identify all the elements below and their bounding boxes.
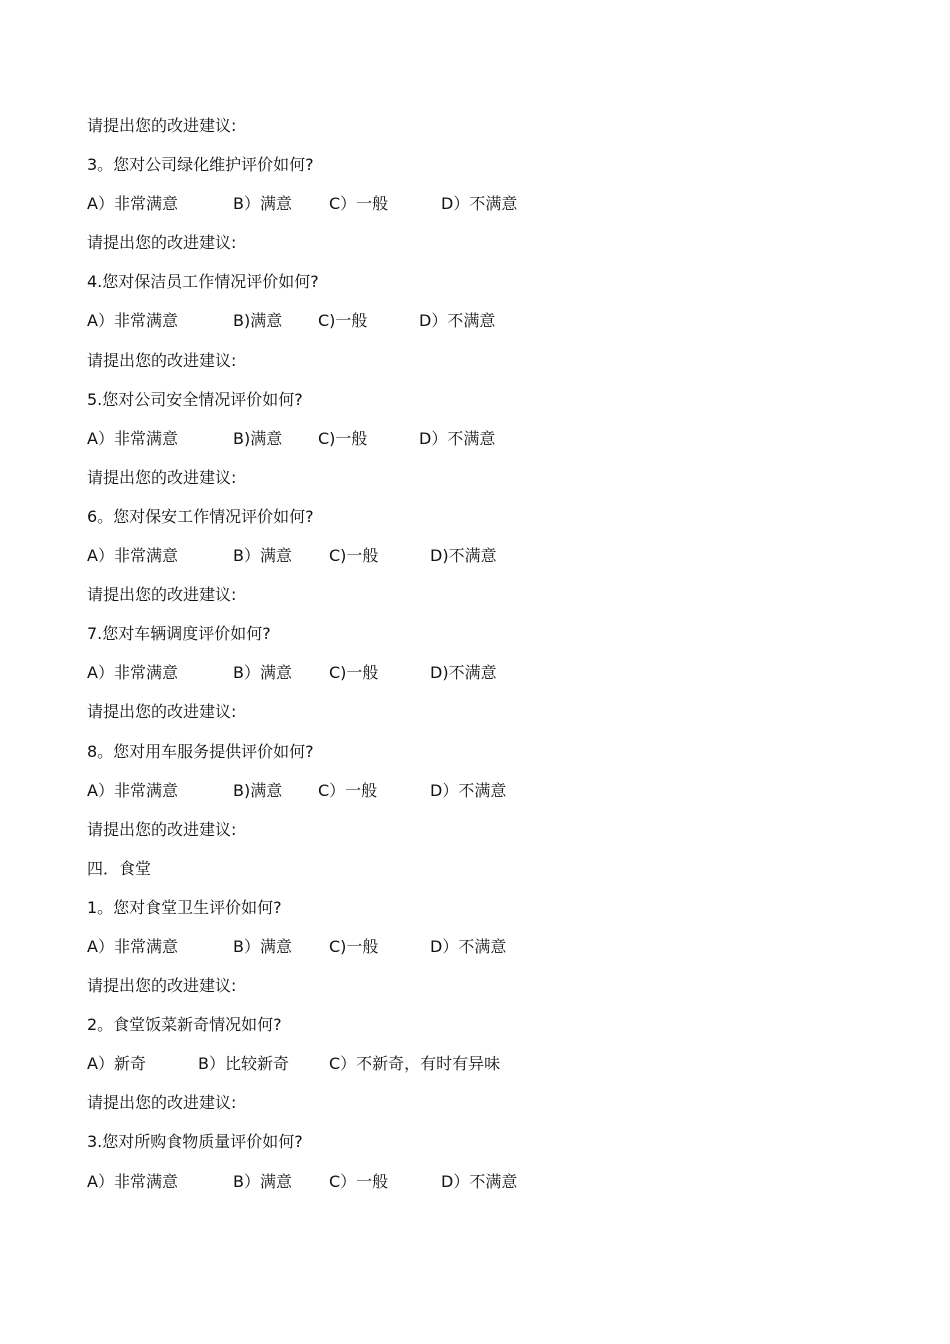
question-title: 2。食堂饭菜新奇情况如何? [87, 1015, 282, 1035]
option-a[interactable]: A）非常满意 [87, 311, 178, 331]
question-title: 7.您对车辆调度评价如何? [87, 624, 271, 644]
option-a[interactable]: A）非常满意 [87, 1171, 178, 1191]
option-b[interactable]: B）满意 [233, 546, 292, 566]
option-c[interactable]: C）一般 [329, 194, 389, 214]
question-title: 5.您对公司安全情况评价如何? [87, 389, 303, 409]
option-c[interactable]: C)一般 [318, 311, 368, 331]
option-d[interactable]: D）不满意 [430, 780, 507, 800]
option-c[interactable]: C)一般 [329, 546, 379, 566]
option-c[interactable]: C）不新奇，有时有异味 [329, 1054, 501, 1074]
option-d[interactable]: D）不满意 [419, 311, 496, 331]
option-c[interactable]: C）一般 [329, 1171, 389, 1191]
option-b[interactable]: B）比较新奇 [198, 1054, 289, 1074]
option-b[interactable]: B)满意 [233, 428, 283, 448]
answer-options [87, 308, 867, 347]
option-d[interactable]: D)不满意 [430, 546, 497, 566]
option-b[interactable]: B）满意 [233, 194, 292, 214]
section-heading: 四．食堂 [87, 858, 152, 878]
option-c[interactable]: C)一般 [318, 428, 368, 448]
option-b[interactable]: B)满意 [233, 780, 283, 800]
option-a[interactable]: A）非常满意 [87, 546, 178, 566]
option-a[interactable]: A）新奇 [87, 1054, 146, 1074]
option-b[interactable]: B）满意 [233, 663, 292, 683]
option-d[interactable]: D）不满意 [441, 1171, 518, 1191]
answer-options [87, 543, 867, 582]
question-title: 1。您对食堂卫生评价如何? [87, 897, 282, 917]
answer-options [87, 1051, 867, 1090]
question-title: 3.您对所购食物质量评价如何? [87, 1132, 303, 1152]
suggestion-prompt: 请提出您的改进建议: [87, 702, 237, 722]
option-b[interactable]: B）满意 [233, 1171, 292, 1191]
suggestion-prompt: 请提出您的改进建议: [87, 350, 237, 370]
option-a[interactable]: A）非常满意 [87, 428, 178, 448]
option-c[interactable]: C)一般 [329, 663, 379, 683]
answer-options [87, 778, 867, 817]
question-title: 6。您对保安工作情况评价如何? [87, 506, 314, 526]
survey-content [87, 113, 867, 1208]
suggestion-prompt: 请提出您的改进建议: [87, 467, 237, 487]
option-d[interactable]: D）不满意 [419, 428, 496, 448]
option-a[interactable]: A）非常满意 [87, 663, 178, 683]
answer-options [87, 934, 867, 973]
question-title: 8。您对用车服务提供评价如何? [87, 741, 314, 761]
suggestion-prompt: 请提出您的改进建议: [87, 233, 237, 253]
option-b[interactable]: B）满意 [233, 936, 292, 956]
option-c[interactable]: C)一般 [329, 936, 379, 956]
option-d[interactable]: D)不满意 [430, 663, 497, 683]
question-title: 3。您对公司绿化维护评价如何? [87, 155, 314, 175]
option-d[interactable]: D）不满意 [430, 936, 507, 956]
suggestion-prompt: 请提出您的改进建议: [87, 1093, 237, 1113]
question-title: 4.您对保洁员工作情况评价如何? [87, 272, 319, 292]
answer-options [87, 660, 867, 699]
answer-options [87, 426, 867, 465]
option-a[interactable]: A）非常满意 [87, 936, 178, 956]
option-b[interactable]: B)满意 [233, 311, 283, 331]
answer-options [87, 1169, 867, 1208]
option-a[interactable]: A）非常满意 [87, 780, 178, 800]
option-c[interactable]: C）一般 [318, 780, 378, 800]
suggestion-prompt: 请提出您的改进建议: [87, 819, 237, 839]
option-a[interactable]: A）非常满意 [87, 194, 178, 214]
option-d[interactable]: D）不满意 [441, 194, 518, 214]
suggestion-prompt: 请提出您的改进建议: [87, 976, 237, 996]
suggestion-prompt: 请提出您的改进建议: [87, 116, 237, 135]
answer-options [87, 191, 867, 230]
suggestion-prompt: 请提出您的改进建议: [87, 585, 237, 605]
